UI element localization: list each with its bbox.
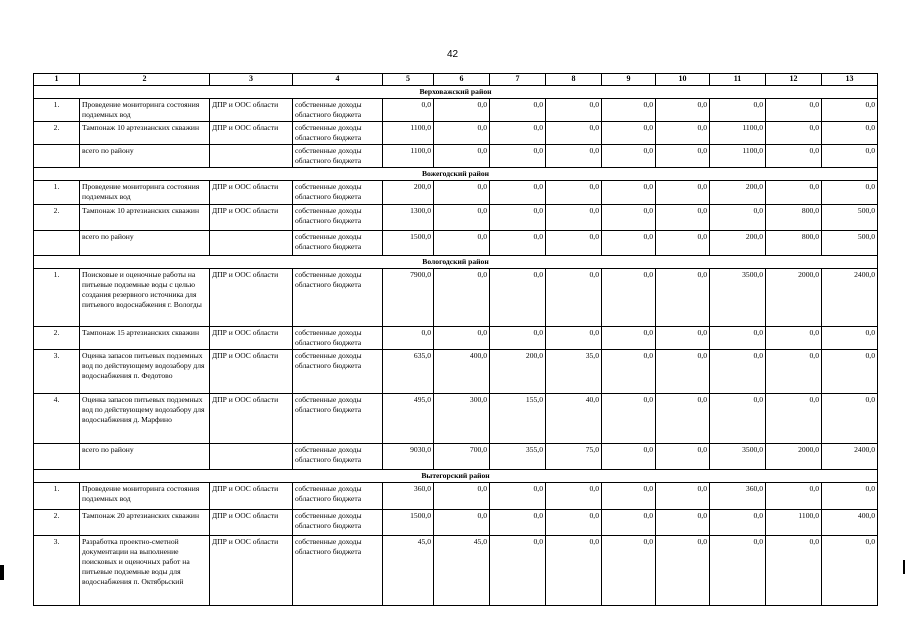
activity-cell: Оценка запасов питьевых подземных вод по действующему водозабору для водоснабжения д. Марфино xyxy=(80,393,210,443)
value-cell-col-5: 635,0 xyxy=(383,349,434,393)
table-row xyxy=(34,509,878,535)
page-number: 42 xyxy=(446,49,459,60)
value-cell-col-11: 0,0 xyxy=(710,204,766,230)
funding-source-cell: собственные доходы областного бюджета xyxy=(293,98,383,121)
activity-cell: Тампонаж 15 артезианских скважин xyxy=(80,326,210,349)
row-number: 1. xyxy=(34,180,80,204)
value-cell-col-9: 0,0 xyxy=(602,230,656,255)
value-cell-col-7: 355,0 xyxy=(490,443,546,469)
column-header-4: 4 xyxy=(293,74,383,86)
value-cell-col-7: 0,0 xyxy=(490,144,546,167)
value-cell-col-8: 0,0 xyxy=(546,180,602,204)
funding-source-cell: собственные доходы областного бюджета xyxy=(293,509,383,535)
value-cell-col-11: 0,0 xyxy=(710,98,766,121)
funding-source-cell: собственные доходы областного бюджета xyxy=(293,180,383,204)
value-cell-col-10: 0,0 xyxy=(656,268,710,326)
executor-cell: ДПР и ООС области xyxy=(210,349,293,393)
value-cell-col-7: 200,0 xyxy=(490,349,546,393)
funding-source-cell: собственные доходы областного бюджета xyxy=(293,326,383,349)
executor-cell xyxy=(210,144,293,167)
funding-source-cell: собственные доходы областного бюджета xyxy=(293,268,383,326)
row-number: 3. xyxy=(34,349,80,393)
value-cell-col-6: 0,0 xyxy=(434,482,490,509)
executor-cell xyxy=(210,230,293,255)
value-cell-col-8: 0,0 xyxy=(546,98,602,121)
value-cell-col-9: 0,0 xyxy=(602,443,656,469)
row-number xyxy=(34,230,80,255)
funding-source-cell: собственные доходы областного бюджета xyxy=(293,349,383,393)
value-cell-col-8: 40,0 xyxy=(546,393,602,443)
value-cell-col-13: 0,0 xyxy=(822,349,878,393)
row-number: 3. xyxy=(34,535,80,605)
value-cell-col-8: 0,0 xyxy=(546,268,602,326)
row-number: 2. xyxy=(34,204,80,230)
table-row xyxy=(34,393,878,443)
value-cell-col-12: 0,0 xyxy=(766,393,822,443)
value-cell-col-8: 35,0 xyxy=(546,349,602,393)
value-cell-col-8: 0,0 xyxy=(546,230,602,255)
row-number: 4. xyxy=(34,393,80,443)
table-row xyxy=(34,326,878,349)
value-cell-col-6: 45,0 xyxy=(434,535,490,605)
row-number: 2. xyxy=(34,121,80,144)
column-header-12: 12 xyxy=(766,74,822,86)
value-cell-col-5: 7900,0 xyxy=(383,268,434,326)
column-header-13: 13 xyxy=(822,74,878,86)
activity-cell: Тампонаж 20 артезианских скважин xyxy=(80,509,210,535)
row-number: 1. xyxy=(34,482,80,509)
value-cell-col-8: 0,0 xyxy=(546,509,602,535)
activity-cell: Оценка запасов питьевых подземных вод по действующему водозабору для водоснабжения п. Федотово xyxy=(80,349,210,393)
value-cell-col-5: 9030,0 xyxy=(383,443,434,469)
executor-cell: ДПР и ООС области xyxy=(210,482,293,509)
value-cell-col-8: 0,0 xyxy=(546,204,602,230)
value-cell-col-11: 3500,0 xyxy=(710,443,766,469)
value-cell-col-11: 0,0 xyxy=(710,535,766,605)
value-cell-col-9: 0,0 xyxy=(602,144,656,167)
value-cell-col-5: 1100,0 xyxy=(383,144,434,167)
executor-cell: ДПР и ООС области xyxy=(210,393,293,443)
value-cell-col-9: 0,0 xyxy=(602,268,656,326)
value-cell-col-9: 0,0 xyxy=(602,326,656,349)
activity-cell: всего по району xyxy=(80,230,210,255)
district-header-row xyxy=(34,85,878,98)
value-cell-col-10: 0,0 xyxy=(656,121,710,144)
value-cell-col-13: 0,0 xyxy=(822,393,878,443)
funding-source-cell: собственные доходы областного бюджета xyxy=(293,443,383,469)
value-cell-col-13: 0,0 xyxy=(822,482,878,509)
executor-cell: ДПР и ООС области xyxy=(210,509,293,535)
funding-source-cell: собственные доходы областного бюджета xyxy=(293,230,383,255)
column-header-10: 10 xyxy=(656,74,710,86)
value-cell-col-6: 0,0 xyxy=(434,204,490,230)
scan-edge-mark xyxy=(0,565,4,580)
value-cell-col-11: 360,0 xyxy=(710,482,766,509)
value-cell-col-7: 0,0 xyxy=(490,268,546,326)
value-cell-col-5: 45,0 xyxy=(383,535,434,605)
funding-source-cell: собственные доходы областного бюджета xyxy=(293,121,383,144)
value-cell-col-12: 2000,0 xyxy=(766,268,822,326)
value-cell-col-12: 0,0 xyxy=(766,98,822,121)
budget-table xyxy=(33,73,878,606)
table-row xyxy=(34,180,878,204)
value-cell-col-6: 0,0 xyxy=(434,230,490,255)
table-row xyxy=(34,121,878,144)
column-header-7: 7 xyxy=(490,74,546,86)
value-cell-col-10: 0,0 xyxy=(656,393,710,443)
value-cell-col-11: 200,0 xyxy=(710,180,766,204)
value-cell-col-11: 0,0 xyxy=(710,326,766,349)
value-cell-col-7: 155,0 xyxy=(490,393,546,443)
value-cell-col-7: 0,0 xyxy=(490,509,546,535)
district-name: Верховажский район xyxy=(34,85,878,98)
value-cell-col-8: 0,0 xyxy=(546,121,602,144)
activity-cell: Разработка проектно-сметной документации на выполнение поисковых и оценочных работ на питьевые подземные воды для водоснабжения п. Октябрьский xyxy=(80,535,210,605)
table-body xyxy=(34,85,878,605)
value-cell-col-13: 0,0 xyxy=(822,180,878,204)
value-cell-col-8: 0,0 xyxy=(546,144,602,167)
value-cell-col-8: 0,0 xyxy=(546,535,602,605)
district-name: Вологодский район xyxy=(34,255,878,268)
executor-cell: ДПР и ООС области xyxy=(210,204,293,230)
activity-cell: Тампонаж 10 артезианских скважин xyxy=(80,121,210,144)
value-cell-col-13: 0,0 xyxy=(822,535,878,605)
row-number: 1. xyxy=(34,268,80,326)
value-cell-col-9: 0,0 xyxy=(602,204,656,230)
table-row xyxy=(34,144,878,167)
value-cell-col-9: 0,0 xyxy=(602,509,656,535)
value-cell-col-7: 0,0 xyxy=(490,482,546,509)
value-cell-col-10: 0,0 xyxy=(656,482,710,509)
value-cell-col-5: 1100,0 xyxy=(383,121,434,144)
table-row xyxy=(34,98,878,121)
value-cell-col-13: 2400,0 xyxy=(822,268,878,326)
district-header-row xyxy=(34,167,878,180)
value-cell-col-12: 2000,0 xyxy=(766,443,822,469)
value-cell-col-5: 360,0 xyxy=(383,482,434,509)
funding-source-cell: собственные доходы областного бюджета xyxy=(293,204,383,230)
value-cell-col-6: 0,0 xyxy=(434,268,490,326)
value-cell-col-7: 0,0 xyxy=(490,204,546,230)
table-row xyxy=(34,230,878,255)
column-header-1: 1 xyxy=(34,74,80,86)
funding-source-cell: собственные доходы областного бюджета xyxy=(293,393,383,443)
value-cell-col-12: 800,0 xyxy=(766,204,822,230)
table-header xyxy=(34,74,878,86)
value-cell-col-11: 1100,0 xyxy=(710,144,766,167)
value-cell-col-7: 0,0 xyxy=(490,230,546,255)
district-header-row xyxy=(34,469,878,482)
row-number: 2. xyxy=(34,326,80,349)
value-cell-col-6: 0,0 xyxy=(434,509,490,535)
value-cell-col-10: 0,0 xyxy=(656,326,710,349)
value-cell-col-12: 0,0 xyxy=(766,535,822,605)
value-cell-col-9: 0,0 xyxy=(602,180,656,204)
activity-cell: Проведение мониторинга состояния подземных вод xyxy=(80,98,210,121)
activity-cell: Поисковые и оценочные работы на питьевые подземные воды с целью создания резервного источника для питьевого водоснабжения г. Вологды xyxy=(80,268,210,326)
district-name: Вожегодский район xyxy=(34,167,878,180)
value-cell-col-8: 0,0 xyxy=(546,482,602,509)
value-cell-col-12: 1100,0 xyxy=(766,509,822,535)
value-cell-col-8: 0,0 xyxy=(546,326,602,349)
executor-cell: ДПР и ООС области xyxy=(210,268,293,326)
activity-cell: Проведение мониторинга состояния подземных вод xyxy=(80,482,210,509)
value-cell-col-10: 0,0 xyxy=(656,180,710,204)
value-cell-col-5: 1500,0 xyxy=(383,509,434,535)
value-cell-col-10: 0,0 xyxy=(656,98,710,121)
table-row xyxy=(34,268,878,326)
value-cell-col-6: 0,0 xyxy=(434,121,490,144)
value-cell-col-12: 0,0 xyxy=(766,144,822,167)
value-cell-col-8: 75,0 xyxy=(546,443,602,469)
column-header-11: 11 xyxy=(710,74,766,86)
value-cell-col-5: 1500,0 xyxy=(383,230,434,255)
activity-cell: Проведение мониторинга состояния подземных вод xyxy=(80,180,210,204)
value-cell-col-13: 500,0 xyxy=(822,204,878,230)
value-cell-col-13: 0,0 xyxy=(822,98,878,121)
value-cell-col-13: 0,0 xyxy=(822,144,878,167)
table-row xyxy=(34,204,878,230)
value-cell-col-9: 0,0 xyxy=(602,121,656,144)
value-cell-col-11: 200,0 xyxy=(710,230,766,255)
value-cell-col-10: 0,0 xyxy=(656,230,710,255)
executor-cell xyxy=(210,443,293,469)
value-cell-col-11: 3500,0 xyxy=(710,268,766,326)
executor-cell: ДПР и ООС области xyxy=(210,121,293,144)
table-row xyxy=(34,482,878,509)
value-cell-col-13: 0,0 xyxy=(822,326,878,349)
value-cell-col-12: 0,0 xyxy=(766,482,822,509)
value-cell-col-10: 0,0 xyxy=(656,349,710,393)
activity-cell: Тампонаж 10 артезианских скважин xyxy=(80,204,210,230)
district-name: Вытегорский район xyxy=(34,469,878,482)
value-cell-col-12: 0,0 xyxy=(766,121,822,144)
value-cell-col-10: 0,0 xyxy=(656,509,710,535)
value-cell-col-9: 0,0 xyxy=(602,535,656,605)
value-cell-col-12: 800,0 xyxy=(766,230,822,255)
value-cell-col-10: 0,0 xyxy=(656,204,710,230)
value-cell-col-12: 0,0 xyxy=(766,180,822,204)
column-header-9: 9 xyxy=(602,74,656,86)
activity-cell: всего по району xyxy=(80,443,210,469)
value-cell-col-7: 0,0 xyxy=(490,98,546,121)
value-cell-col-10: 0,0 xyxy=(656,535,710,605)
table-row xyxy=(34,535,878,605)
column-header-6: 6 xyxy=(434,74,490,86)
row-number xyxy=(34,443,80,469)
value-cell-col-7: 0,0 xyxy=(490,121,546,144)
value-cell-col-7: 0,0 xyxy=(490,326,546,349)
value-cell-col-13: 500,0 xyxy=(822,230,878,255)
value-cell-col-9: 0,0 xyxy=(602,482,656,509)
value-cell-col-11: 1100,0 xyxy=(710,121,766,144)
executor-cell: ДПР и ООС области xyxy=(210,326,293,349)
value-cell-col-10: 0,0 xyxy=(656,144,710,167)
value-cell-col-9: 0,0 xyxy=(602,393,656,443)
value-cell-col-6: 0,0 xyxy=(434,144,490,167)
column-header-8: 8 xyxy=(546,74,602,86)
column-header-3: 3 xyxy=(210,74,293,86)
value-cell-col-5: 0,0 xyxy=(383,98,434,121)
executor-cell: ДПР и ООС области xyxy=(210,535,293,605)
funding-source-cell: собственные доходы областного бюджета xyxy=(293,144,383,167)
activity-cell: всего по району xyxy=(80,144,210,167)
row-number xyxy=(34,144,80,167)
value-cell-col-5: 200,0 xyxy=(383,180,434,204)
executor-cell: ДПР и ООС области xyxy=(210,180,293,204)
value-cell-col-11: 0,0 xyxy=(710,509,766,535)
value-cell-col-5: 495,0 xyxy=(383,393,434,443)
funding-source-cell: собственные доходы областного бюджета xyxy=(293,482,383,509)
value-cell-col-9: 0,0 xyxy=(602,98,656,121)
row-number: 1. xyxy=(34,98,80,121)
value-cell-col-12: 0,0 xyxy=(766,349,822,393)
value-cell-col-6: 0,0 xyxy=(434,326,490,349)
column-header-5: 5 xyxy=(383,74,434,86)
table-row xyxy=(34,349,878,393)
value-cell-col-13: 0,0 xyxy=(822,121,878,144)
value-cell-col-6: 0,0 xyxy=(434,98,490,121)
value-cell-col-9: 0,0 xyxy=(602,349,656,393)
table-row xyxy=(34,443,878,469)
column-number-row xyxy=(34,74,878,86)
value-cell-col-5: 1300,0 xyxy=(383,204,434,230)
district-header-row xyxy=(34,255,878,268)
funding-source-cell: собственные доходы областного бюджета xyxy=(293,535,383,605)
executor-cell: ДПР и ООС области xyxy=(210,98,293,121)
value-cell-col-12: 0,0 xyxy=(766,326,822,349)
value-cell-col-7: 0,0 xyxy=(490,180,546,204)
column-header-2: 2 xyxy=(80,74,210,86)
value-cell-col-11: 0,0 xyxy=(710,393,766,443)
row-number: 2. xyxy=(34,509,80,535)
value-cell-col-10: 0,0 xyxy=(656,443,710,469)
value-cell-col-6: 300,0 xyxy=(434,393,490,443)
value-cell-col-11: 0,0 xyxy=(710,349,766,393)
value-cell-col-7: 0,0 xyxy=(490,535,546,605)
value-cell-col-6: 700,0 xyxy=(434,443,490,469)
value-cell-col-13: 2400,0 xyxy=(822,443,878,469)
value-cell-col-6: 400,0 xyxy=(434,349,490,393)
value-cell-col-5: 0,0 xyxy=(383,326,434,349)
value-cell-col-13: 400,0 xyxy=(822,509,878,535)
value-cell-col-6: 0,0 xyxy=(434,180,490,204)
